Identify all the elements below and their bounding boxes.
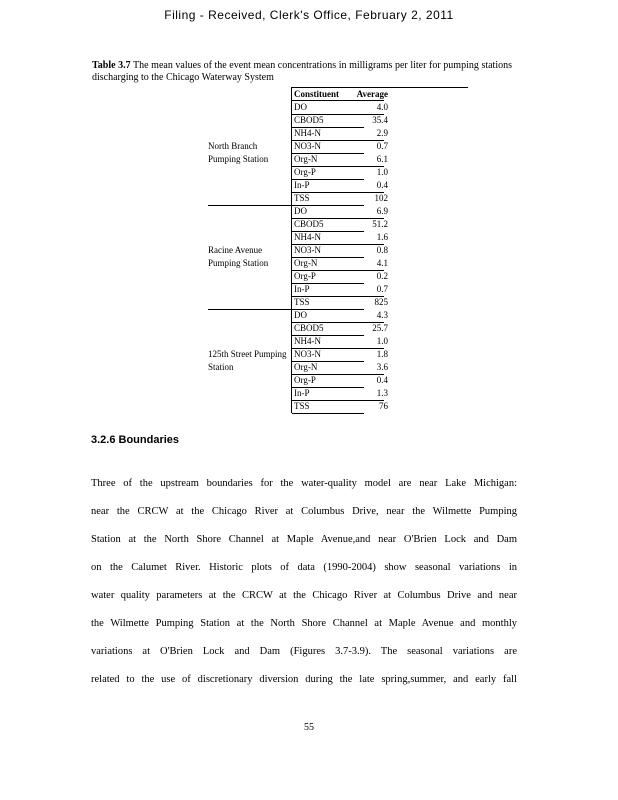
constituent-cell: Org-P	[294, 271, 316, 281]
table-row	[292, 257, 392, 270]
body-paragraph	[91, 470, 517, 694]
filing-header: Filing - Received, Clerk's Office, February 2, 2011	[164, 8, 454, 22]
table-row	[292, 400, 392, 413]
table-row	[292, 374, 392, 387]
station-label: North Branch Pumping Station	[208, 141, 269, 164]
average-cell: 0.4	[376, 180, 388, 190]
paragraph-line: related to the use of discretionary diversion during the late spring,summer, and early fall	[91, 674, 517, 685]
constituent-cell: In-P	[294, 388, 310, 398]
constituent-cell: NH4-N	[294, 232, 321, 242]
constituent-cell: TSS	[294, 193, 310, 203]
constituent-cell: DO	[294, 102, 307, 112]
table-row	[292, 192, 392, 205]
table-row	[292, 231, 392, 244]
average-cell: 0.2	[376, 271, 388, 281]
constituent-cell: NO3-N	[294, 141, 321, 151]
paragraph-line: near the CRCW at the Chicago River at Columbus Drive, near the Wilmette Pumping	[91, 506, 517, 517]
paragraph-line: water quality parameters at the CRCW at the Chicago River at Columbus Drive and near	[91, 590, 517, 601]
paragraph-line: Station at the North Shore Channel at Maple Avenue,and near O'Brien Lock and Dam	[91, 534, 517, 545]
average-cell: 4.3	[376, 310, 388, 320]
table-row	[292, 205, 392, 218]
paragraph-line: Three of the upstream boundaries for the water-quality model are near Lake Michigan:	[91, 478, 517, 489]
constituent-cell: Org-P	[294, 375, 316, 385]
constituent-cell: Org-N	[294, 154, 318, 164]
average-cell: 1.6	[376, 232, 388, 242]
header-constituent: Constituent	[294, 89, 340, 99]
table-row	[292, 153, 392, 166]
constituent-cell: DO	[294, 310, 307, 320]
average-cell: 6.9	[376, 206, 388, 216]
average-cell: 102	[374, 193, 388, 203]
paragraph-line: variations at O'Brien Lock and Dam (Figures 3.7-3.9). The seasonal variations are	[91, 646, 517, 657]
average-cell: 76	[379, 401, 388, 411]
table-caption-text: The mean values of the event mean concentrations in milligrams per liter for pumping stations discharging to the Chicago Waterway System	[92, 60, 513, 83]
average-cell: 1.0	[376, 336, 388, 346]
average-cell: 1.0	[376, 167, 388, 177]
table-caption	[92, 60, 512, 84]
constituent-cell: In-P	[294, 284, 310, 294]
table-row	[292, 218, 392, 231]
table-row	[292, 114, 392, 127]
table-row	[292, 348, 392, 361]
table-label: Table 3.7	[92, 60, 131, 71]
constituent-cell: TSS	[294, 401, 310, 411]
average-cell: 825	[374, 297, 388, 307]
table-row	[292, 127, 392, 140]
table-row	[292, 166, 392, 179]
section-heading: 3.2.6 Boundaries	[91, 434, 180, 446]
table-row	[292, 309, 392, 322]
constituent-cell: NO3-N	[294, 245, 321, 255]
paragraph-line: the Wilmette Pumping Station at the North Shore Channel at Maple Avenue and monthly	[91, 618, 517, 629]
table-row	[292, 361, 392, 374]
average-cell: 35.4	[372, 115, 388, 125]
table-row	[292, 140, 392, 153]
table-row	[292, 270, 392, 283]
table-row	[292, 179, 392, 192]
table-row	[292, 322, 392, 335]
table-row	[292, 387, 392, 400]
average-cell: 1.8	[376, 349, 388, 359]
table-row	[292, 296, 392, 309]
average-cell: 25.7	[372, 323, 388, 333]
constituent-cell: Org-P	[294, 167, 316, 177]
average-cell: 1.3	[376, 388, 388, 398]
average-cell: 0.8	[376, 245, 388, 255]
constituent-cell: TSS	[294, 297, 310, 307]
average-cell: 0.4	[376, 375, 388, 385]
constituent-cell: Org-N	[294, 258, 318, 268]
constituent-cell: NO3-N	[294, 349, 321, 359]
average-cell: 51.2	[372, 219, 388, 229]
constituent-cell: CBOD5	[294, 323, 324, 333]
average-cell: 0.7	[376, 141, 388, 151]
average-cell: 4.0	[376, 102, 388, 112]
table-row	[292, 244, 392, 257]
average-cell: 0.7	[376, 284, 388, 294]
average-cell: 6.1	[376, 154, 388, 164]
station-label: Racine Avenue Pumping Station	[208, 245, 269, 268]
page-number: 55	[304, 722, 314, 733]
constituent-cell: CBOD5	[294, 219, 324, 229]
table-row	[292, 335, 392, 348]
table-row	[292, 101, 392, 114]
constituent-cell: NH4-N	[294, 336, 321, 346]
constituent-cell: CBOD5	[294, 115, 324, 125]
station-label: 125th Street Pumping Station	[208, 349, 287, 372]
average-cell: 4.1	[376, 258, 388, 268]
header-average: Average	[356, 89, 388, 99]
constituent-cell: Org-N	[294, 362, 318, 372]
constituent-cell: DO	[294, 206, 307, 216]
constituent-cell: NH4-N	[294, 128, 321, 138]
paragraph-line: on the Calumet River. Historic plots of data (1990-2004) show seasonal variations in	[91, 562, 517, 573]
constituent-cell: In-P	[294, 180, 310, 190]
average-cell: 3.6	[376, 362, 388, 372]
average-cell: 2.9	[376, 128, 388, 138]
table-row	[292, 283, 392, 296]
